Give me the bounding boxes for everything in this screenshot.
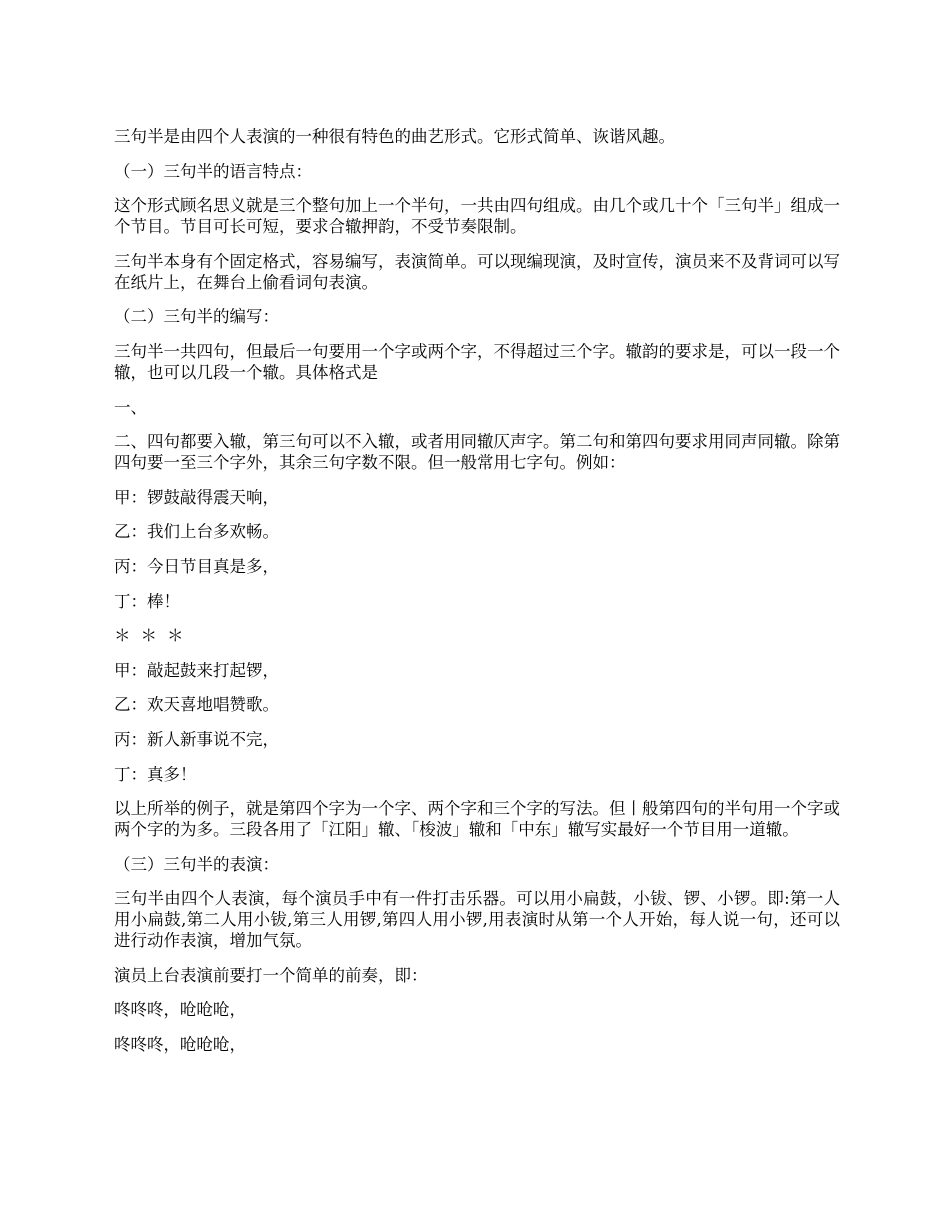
example-line: 乙：欢天喜地唱赞歌。 bbox=[114, 695, 279, 715]
example-line: 乙：我们上台多欢畅。 bbox=[114, 522, 279, 542]
example-line: 甲：锣鼓敲得震天响， bbox=[114, 487, 279, 507]
example-line: 甲：敲起鼓来打起锣， bbox=[114, 660, 279, 680]
intro-paragraph: 三句半是由四个人表演的一种很有特色的曲艺形式。它形式简单、诙谐风趣。 bbox=[114, 127, 675, 146]
body-paragraph: 三句半一共四句，但最后一句要用一个字或两个字，不得超过三个字。辙韵的要求是，可以一段一个辙，也可以几段一个辙。具体格式是 bbox=[114, 341, 840, 382]
body-paragraph: 二、四句都要入辙，第三句可以不入辙，或者用同辙仄声字。第二句和第四句要求用同声同辙。除第四句要一至三个字外，其余三句字数不限。但一般常用七字句。例如： bbox=[114, 432, 840, 473]
list-marker: 一、 bbox=[114, 397, 147, 417]
separator-stars: ＊＊＊ bbox=[114, 626, 194, 646]
prelude-line: 咚咚咚，呛呛呛， bbox=[114, 1000, 246, 1020]
body-paragraph: 三句半本身有个固定格式，容易编写，表演简单。可以现编现演，及时宣传，演员来不及背词可以写在纸片上，在舞台上偷看词句表演。 bbox=[114, 251, 840, 292]
body-paragraph: 演员上台表演前要打一个简单的前奏，即： bbox=[114, 965, 428, 985]
prelude-line: 咚咚咚，呛呛呛， bbox=[114, 1035, 246, 1055]
example-line: 丁：真多！ bbox=[114, 764, 197, 784]
body-paragraph: 以上所举的例子，就是第四个字为一个字、两个字和三个字的写法。但丨般第四句的半句用一个字或两个字的为多。三段各用了「江阳」辙、「梭波」辙和「中东」辙写实最好一个节目用一道辙。 bbox=[114, 799, 840, 840]
section-heading-2: （二）三句半的编写： bbox=[114, 307, 279, 327]
section-heading-1: （一）三句半的语言特点： bbox=[114, 161, 312, 181]
example-line: 丁：棒！ bbox=[114, 591, 180, 611]
example-line: 丙：新人新事说不完， bbox=[114, 729, 279, 749]
example-line: 丙：今日节目真是多， bbox=[114, 556, 279, 576]
body-paragraph: 这个形式顾名思义就是三个整句加上一个半句，一共由四句组成。由几个或几十个「三句半」组成一个节目。节目可长可短，要求合辙押韵，不受节奏限制。 bbox=[114, 196, 840, 237]
document-body bbox=[114, 126, 840, 1069]
body-paragraph: 三句半由四个人表演，每个演员手中有一件打击乐器。可以用小扁鼓，小钹、锣、小锣。即:第一人用小扁鼓,第二人用小钹,第三人用锣,第四人用小锣,用表演时从第一个人开始，每人说一句，还可以进行动作表演，增加气氛。 bbox=[114, 889, 840, 951]
section-heading-3: （三）三句半的表演： bbox=[114, 854, 279, 874]
